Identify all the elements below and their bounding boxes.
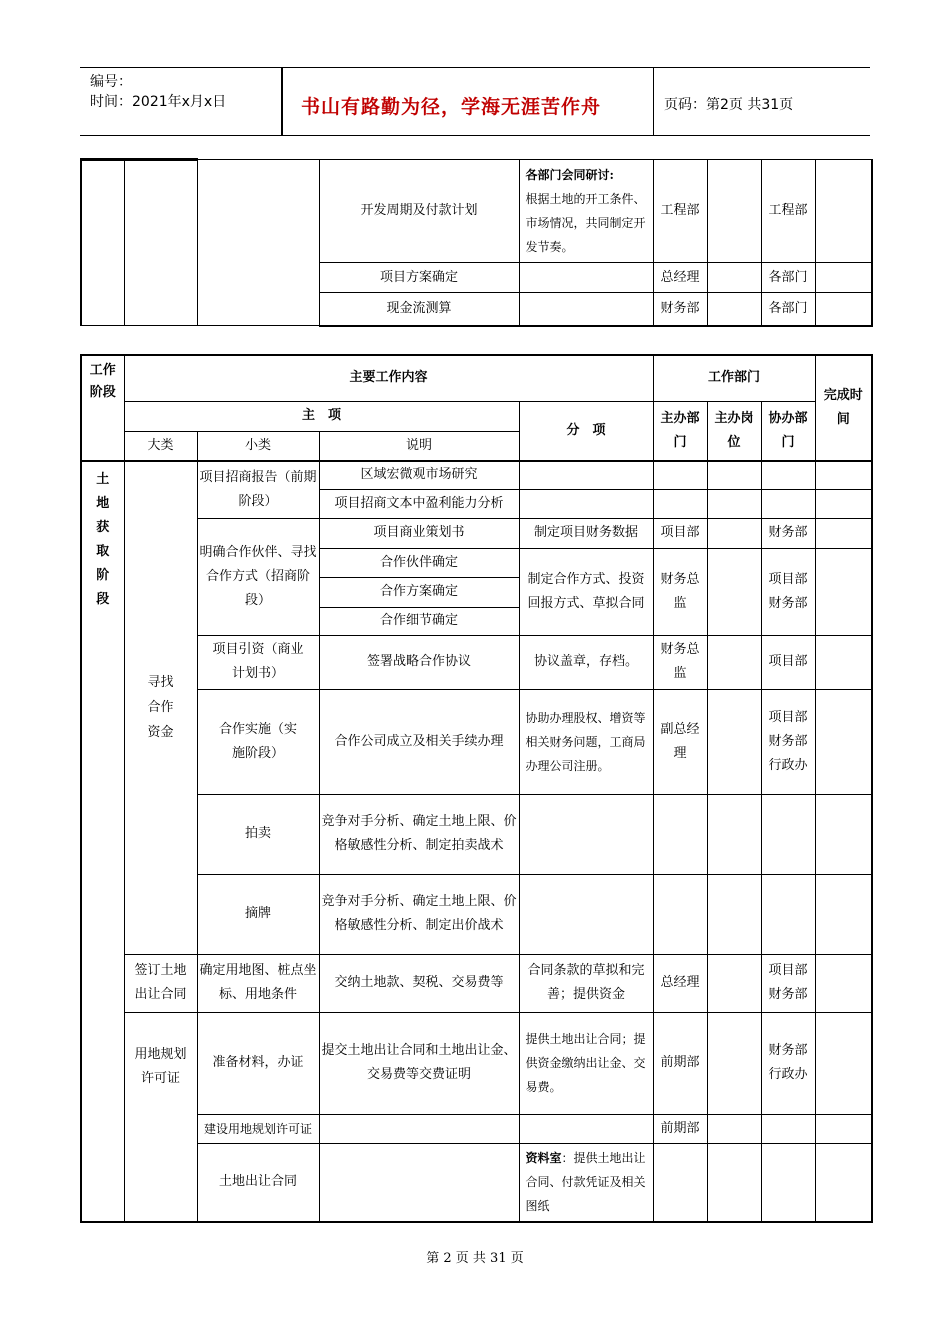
header-row bbox=[81, 355, 872, 401]
main-dept-cell: 前期部 bbox=[653, 1012, 707, 1114]
header-page-info: 页码：第2页 共31页 bbox=[664, 97, 794, 113]
sub-item-text: ：提供土地出让合同、付款凭证及相关图纸 bbox=[525, 1151, 646, 1214]
desc-cell: 提交土地出让合同和土地出让金、交易费等交费证明 bbox=[319, 1012, 519, 1114]
table-row bbox=[81, 954, 872, 1012]
small-cat-cell: 项目招商报告（前期阶段） bbox=[197, 461, 319, 518]
table-row bbox=[81, 518, 872, 548]
table-row bbox=[81, 160, 872, 263]
header-divider-right bbox=[653, 67, 654, 136]
small-cat-cell: 建设用地规划许可证 bbox=[197, 1114, 319, 1143]
assist-dept-cell: 项目部 财务部 bbox=[761, 548, 815, 635]
header-assist-dept: 协办部门 bbox=[761, 401, 815, 461]
main-dept-cell: 总经理 bbox=[653, 263, 707, 293]
header-row bbox=[81, 401, 872, 431]
sub-item-cell: 协议盖章，存档。 bbox=[519, 635, 653, 689]
desc-cell: 合作公司成立及相关手续办理 bbox=[319, 689, 519, 794]
table-row bbox=[81, 689, 872, 794]
doc-time-label: 时间：2021年x月x日 bbox=[90, 94, 227, 110]
header-bottom-rule bbox=[80, 135, 870, 136]
category-find-funds: 寻找合作资金 bbox=[147, 675, 174, 741]
main-post-cell bbox=[707, 293, 761, 326]
sub-item-text: 根据土地的开工条件、市场情况，共同制定开发节奏。 bbox=[525, 192, 646, 254]
main-dept-cell: 项目部 bbox=[653, 518, 707, 548]
small-cat-cell: 准备材料，办证 bbox=[197, 1012, 319, 1114]
header-main-dept: 主办部门 bbox=[653, 401, 707, 461]
header-desc: 说明 bbox=[319, 431, 519, 461]
table-row bbox=[81, 1012, 872, 1114]
assist-dept-cell: 各部门 bbox=[761, 293, 815, 326]
desc-cell: 项目商业策划书 bbox=[319, 518, 519, 548]
table-row bbox=[81, 874, 872, 954]
top-continuation-table bbox=[80, 158, 873, 327]
page-footer: 第 2 页 共 31 页 bbox=[426, 1251, 524, 1266]
header-stage: 工作阶段 bbox=[81, 355, 124, 461]
main-dept-cell: 前期部 bbox=[653, 1114, 707, 1143]
header-motto: 书山有路勤为径，学海无涯苦作舟 bbox=[301, 96, 602, 118]
table-row bbox=[81, 635, 872, 689]
sub-item-cell: 提供土地出让合同；提供资金缴纳出让金、交易费。 bbox=[519, 1012, 653, 1114]
small-cat-cell: 合作实施（实施阶段） bbox=[197, 689, 319, 794]
desc-cell: 签署战略合作协议 bbox=[319, 635, 519, 689]
stage-label: 土地获取阶段 bbox=[96, 472, 110, 607]
main-dept-cell: 总经理 bbox=[653, 954, 707, 1012]
main-dept-cell: 副总经理 bbox=[653, 689, 707, 794]
sub-item-cell: 制定项目财务数据 bbox=[519, 518, 653, 548]
doc-number-label: 编号： bbox=[90, 74, 132, 90]
table-row bbox=[81, 794, 872, 874]
small-cat-cell: 土地出让合同 bbox=[197, 1143, 319, 1222]
desc-cell: 合作方案确定 bbox=[319, 577, 519, 607]
small-cat-cell: 摘牌 bbox=[197, 874, 319, 954]
header-divider-left bbox=[281, 67, 283, 136]
table-row bbox=[81, 461, 872, 489]
assist-dept-cell: 财务部 行政办 bbox=[761, 1012, 815, 1114]
desc-cell: 区域宏微观市场研究 bbox=[319, 461, 519, 489]
small-cat-cell: 项目引资（商业计划书） bbox=[197, 635, 319, 689]
sub-item-cell bbox=[519, 293, 653, 326]
assist-dept-cell: 项目部 财务部 行政办 bbox=[761, 689, 815, 794]
header-main-item: 主 项 bbox=[124, 401, 519, 431]
sub-item-cell: 合同条款的草拟和完善；提供资金 bbox=[519, 954, 653, 1012]
header-dept: 工作部门 bbox=[653, 355, 815, 401]
sub-item-cell bbox=[519, 160, 653, 263]
assist-dept-cell: 项目部 财务部 bbox=[761, 954, 815, 1012]
desc-cell: 交纳土地款、契税、交易费等 bbox=[319, 954, 519, 1012]
desc-cell: 开发周期及付款计划 bbox=[319, 160, 519, 263]
desc-cell: 竞争对手分析、确定土地上限、价格敏感性分析、制定拍卖战术 bbox=[319, 794, 519, 874]
desc-cell: 合作伙伴确定 bbox=[319, 548, 519, 577]
header-content: 主要工作内容 bbox=[124, 355, 653, 401]
assist-dept-cell: 工程部 bbox=[761, 160, 815, 263]
header-small-cat: 小类 bbox=[197, 431, 319, 461]
category-cell bbox=[124, 461, 197, 954]
sub-item-cell bbox=[519, 263, 653, 293]
table-row bbox=[81, 1114, 872, 1143]
desc-cell: 合作细节确定 bbox=[319, 607, 519, 635]
main-dept-cell: 财务总监 bbox=[653, 635, 707, 689]
main-dept-cell: 工程部 bbox=[653, 160, 707, 263]
sub-item-cell: 协助办理股权、增资等相关财务问题，工商局办理公司注册。 bbox=[519, 689, 653, 794]
desc-cell: 现金流测算 bbox=[319, 293, 519, 326]
desc-cell: 竞争对手分析、确定土地上限、价格敏感性分析、制定出价战术 bbox=[319, 874, 519, 954]
sub-item-cell: 制定合作方式、投资回报方式、草拟合同 bbox=[519, 548, 653, 635]
main-dept-cell: 财务部 bbox=[653, 293, 707, 326]
header-main-post: 主办岗位 bbox=[707, 401, 761, 461]
header-sub-item: 分 项 bbox=[519, 401, 653, 461]
category-cell: 签订土地出让合同 bbox=[124, 954, 197, 1012]
sub-item-cell bbox=[519, 1143, 653, 1222]
assist-dept-cell: 各部门 bbox=[761, 263, 815, 293]
small-cat-cell: 明确合作伙伴、寻找合作方式（招商阶段） bbox=[197, 518, 319, 635]
table-row bbox=[81, 1143, 872, 1222]
header-top-rule bbox=[80, 67, 870, 68]
main-dept-cell: 财务总监 bbox=[653, 548, 707, 635]
sub-item-title: 资料室 bbox=[525, 1151, 562, 1166]
stage-cell bbox=[81, 461, 124, 1222]
main-post-cell bbox=[707, 160, 761, 263]
main-post-cell bbox=[707, 263, 761, 293]
main-work-table bbox=[80, 354, 873, 1223]
assist-dept-cell: 财务部 bbox=[761, 518, 815, 548]
desc-cell: 项目招商文本中盈利能力分析 bbox=[319, 489, 519, 518]
desc-cell: 项目方案确定 bbox=[319, 263, 519, 293]
header-done-time: 完成时间 bbox=[815, 355, 872, 461]
category-cell: 用地规划许可证 bbox=[124, 1012, 197, 1222]
small-cat-cell: 确定用地图、桩点坐标、用地条件 bbox=[197, 954, 319, 1012]
small-cat-cell: 拍卖 bbox=[197, 794, 319, 874]
header-big-cat: 大类 bbox=[124, 431, 197, 461]
sub-item-title: 各部门会同研讨: bbox=[525, 168, 614, 182]
assist-dept-cell: 项目部 bbox=[761, 635, 815, 689]
